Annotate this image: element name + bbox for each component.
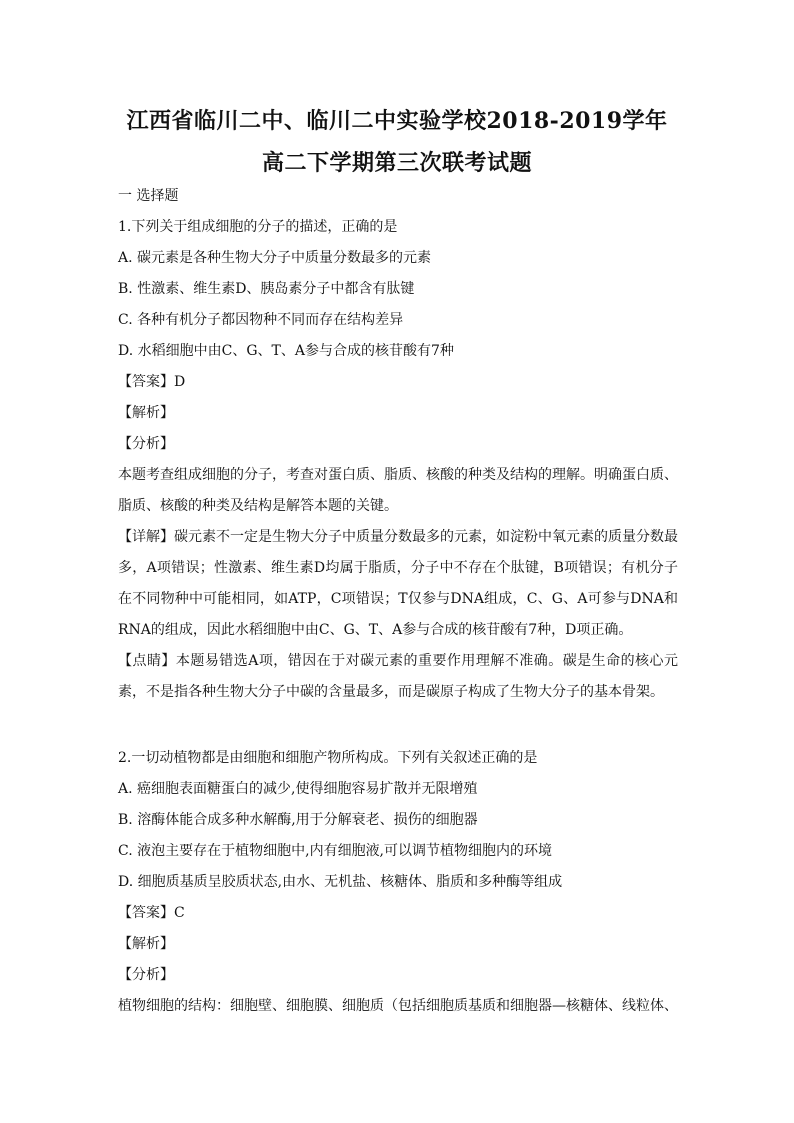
- q1-option-b: B. 性激素、维生素D、胰岛素分子中都含有肽键: [118, 281, 415, 297]
- q1-jiexi-heading: 【解析】: [118, 405, 174, 421]
- q2-jiexi-heading: 【解析】: [118, 936, 174, 952]
- document-title-line1: 江西省临川二中、临川二中实验学校2018-2019学年: [126, 108, 668, 134]
- document-title-line2: 高二下学期第三次联考试题: [261, 150, 532, 176]
- q2-option-c: C. 液泡主要存在于植物细胞中,内有细胞液,可以调节植物细胞内的环境: [118, 843, 553, 859]
- q2-analysis-text: 植物细胞的结构：细胞壁、细胞膜、细胞质（包括细胞质基质和细胞器—核糖体、线粒体、: [118, 998, 678, 1014]
- q1-highlight-text: 【点睛】本题易错选A项，错因在于对碳元素的重要作用理解不准确。碳是生命的核心元素，不是指各种生物大分子中碳的含量最多，而是碳原子构成了生物大分子的基本骨架。: [118, 653, 678, 700]
- section-heading: 一 选择题: [118, 188, 179, 204]
- q1-detail-text: 【详解】碳元素不一定是生物大分子中质量分数最多的元素，如淀粉中氧元素的质量分数最多，A项错误；性激素、维生素D均属于脂质，分子中不存在个肽键，B项错误；有机分子在不同物种中可能相同，如ATP，C项错误；T仅参与DNA组成，C、G、A可参与DNA和RNA的组成，因此水稻细胞中由C、G、T、A参与合成的核苷酸有7种，D项正确。: [118, 529, 678, 638]
- q1-option-c: C. 各种有机分子都因物种不同而存在结构差异: [118, 312, 404, 328]
- q2-fenxi-heading: 【分析】: [118, 967, 174, 983]
- q1-stem: 1.下列关于组成细胞的分子的描述，正确的是: [118, 219, 398, 235]
- q2-answer: 【答案】C: [118, 905, 185, 921]
- q1-fenxi-heading: 【分析】: [118, 436, 174, 452]
- q2-stem: 2.一切动植物都是由细胞和细胞产物所构成。下列有关叙述正确的是: [118, 750, 538, 766]
- q1-analysis-text: 本题考查组成细胞的分子，考查对蛋白质、脂质、核酸的种类及结构的理解。明确蛋白质、脂质、核酸的种类及结构是解答本题的关键。: [118, 467, 678, 514]
- q1-option-a: A. 碳元素是各种生物大分子中质量分数最多的元素: [118, 250, 432, 266]
- q1-answer: 【答案】D: [118, 374, 186, 390]
- q2-option-d: D. 细胞质基质呈胶质状态,由水、无机盐、核糖体、脂质和多种酶等组成: [118, 874, 563, 890]
- q2-option-a: A. 癌细胞表面糖蛋白的减少,使得细胞容易扩散并无限增殖: [118, 781, 478, 797]
- q2-option-b: B. 溶酶体能合成多种水解酶,用于分解衰老、损伤的细胞器: [118, 812, 478, 828]
- q1-option-d: D. 水稻细胞中由C、G、T、A参与合成的核苷酸有7种: [118, 343, 454, 359]
